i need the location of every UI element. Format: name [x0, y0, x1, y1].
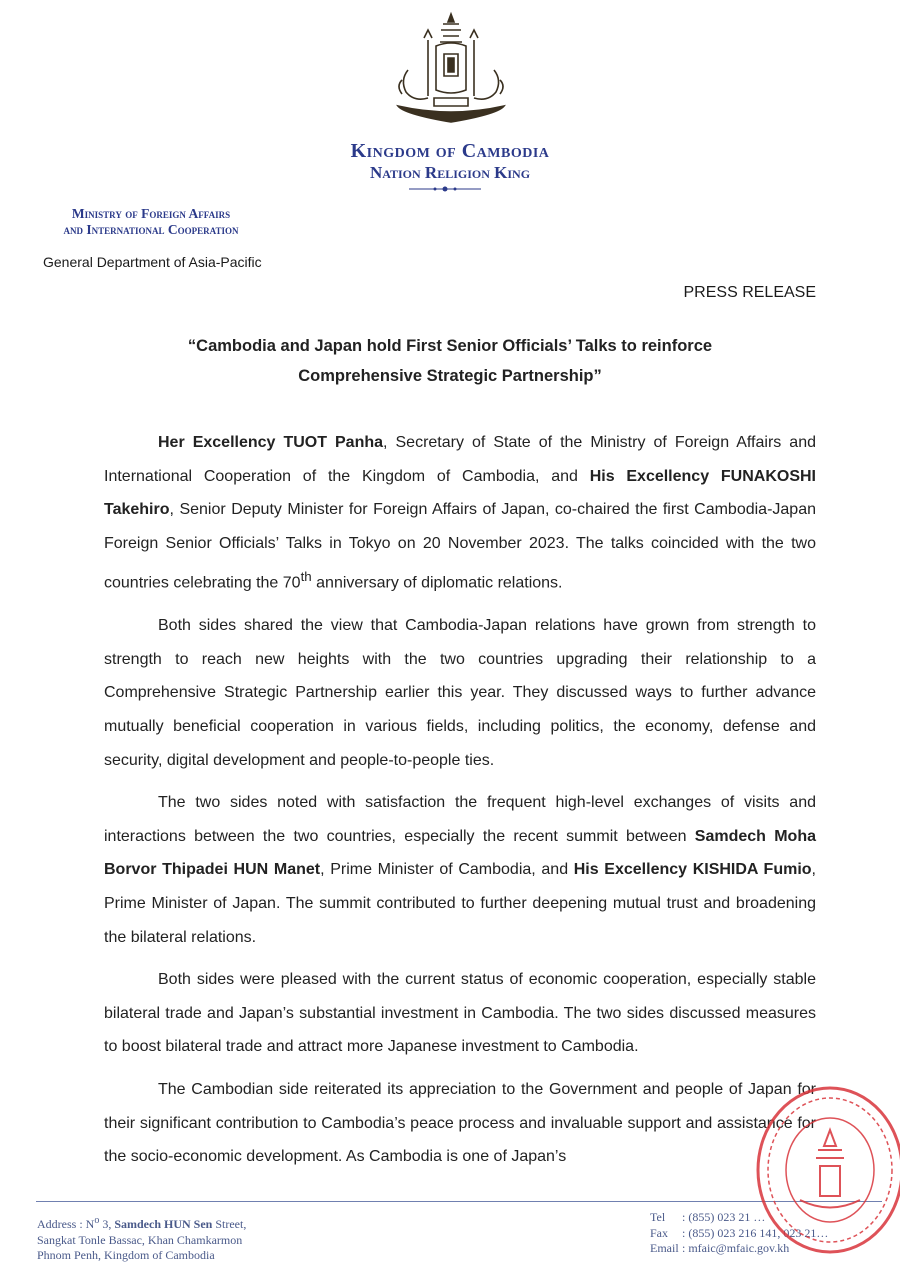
ornament-divider-icon	[405, 184, 485, 194]
kingdom-name: Kingdom of Cambodia	[350, 140, 550, 162]
paragraph-1: Her Excellency TUOT Panha, Secretary of State of the Ministry of Foreign Affairs and International Cooperation of the Kingdom of Cambodia, and His Excellency FUNAKOSHI Takehiro, Senior Deputy Minister for Foreign Affairs of Japan, co-chaired the first Cambodia-Japan Foreign Senior Officials’ Talks in Tokyo on 20 November 2023. The talks coincided with the two countries celebrating the 70th anniversary of diplomatic relations.	[104, 434, 816, 592]
address-line-1: Address : $N^o$ 3, Samdech HUN Sen Street,	[37, 1215, 247, 1231]
official-name: Samdech Moha Borvor Thipadei HUN Manet	[104, 827, 817, 879]
official-name: Her Excellency TUOT Panha	[158, 434, 384, 451]
title-line-1: “Cambodia and Japan hold First Senior Officials’ Talks to reinforce	[187, 337, 713, 355]
official-name: His Excellency KISHIDA Fumio	[573, 861, 812, 879]
official-name: His Excellency FUNAKOSHI Takehiro	[104, 467, 816, 519]
paragraph-4: Both sides were pleased with the current status of economic cooperation, especially stable bilateral trade and Japan’s substantial investment in Cambodia. The two sides discussed measures to boost bilateral trade and attract more Japanese investment to Cambodia.	[104, 971, 816, 1056]
contact-email: Email : mfaic@mfaic.gov.kh	[650, 1241, 790, 1255]
paragraph-3: The two sides noted with satisfaction the frequent high-level exchanges of visits and interactions between the two countries, especially the recent summit between Samdech Moha Borvor Thipadei HUN Manet, Prime Minister of Cambodia, and His Excellency KISHIDA Fumio, Prime Minister of Japan. The summit contributed to further deepening mutual trust and broadening the bilateral relations.	[104, 794, 817, 946]
footer-address	[37, 1213, 246, 1264]
address-line-3: Phnom Penh, Kingdom of Cambodia	[37, 1248, 215, 1262]
contact-tel: Tel : (855) 023 21 …	[650, 1210, 766, 1224]
press-release-body	[104, 426, 816, 1183]
national-motto: Nation Religion King	[369, 163, 531, 182]
address-line-2: Sangkat Tonle Bassac, Khan Chamkarmon	[37, 1232, 243, 1247]
contact-fax: Fax : (855) 023 216 141, 023 21…	[650, 1225, 829, 1240]
department-name: General Department of Asia-Pacific	[43, 254, 262, 270]
ministry-line-2: and International Cooperation	[63, 222, 239, 237]
press-release-title	[90, 331, 810, 391]
paragraph-2: Both sides shared the view that Cambodia-Japan relations have grown from strength to strength to reach new heights with the two countries upgrading their relationship to a Comprehensive Strategic Partnership earlier this year. They discussed ways to further advance mutually beneficial cooperation in various fields, including politics, the economy, defense and security, digital development and people-to-people ties.	[104, 617, 816, 769]
official-seal-icon	[730, 1080, 900, 1260]
title-line-2: Comprehensive Strategic Partnership”	[298, 367, 602, 385]
ministry-line-1: Ministry of Foreign Affairs	[71, 206, 231, 221]
ministry-name	[20, 206, 282, 238]
royal-emblem-icon	[388, 10, 514, 130]
paragraph-5: The Cambodian side reiterated its appreciation to the Government and people of Japan for their significant contribution to Cambodia’s peace process and invaluable support and assistance for the socio-economic development. As Cambodia is one of Japan’s	[104, 1081, 816, 1166]
document-type: PRESS RELEASE	[683, 284, 816, 301]
kingdom-heading	[300, 139, 600, 183]
